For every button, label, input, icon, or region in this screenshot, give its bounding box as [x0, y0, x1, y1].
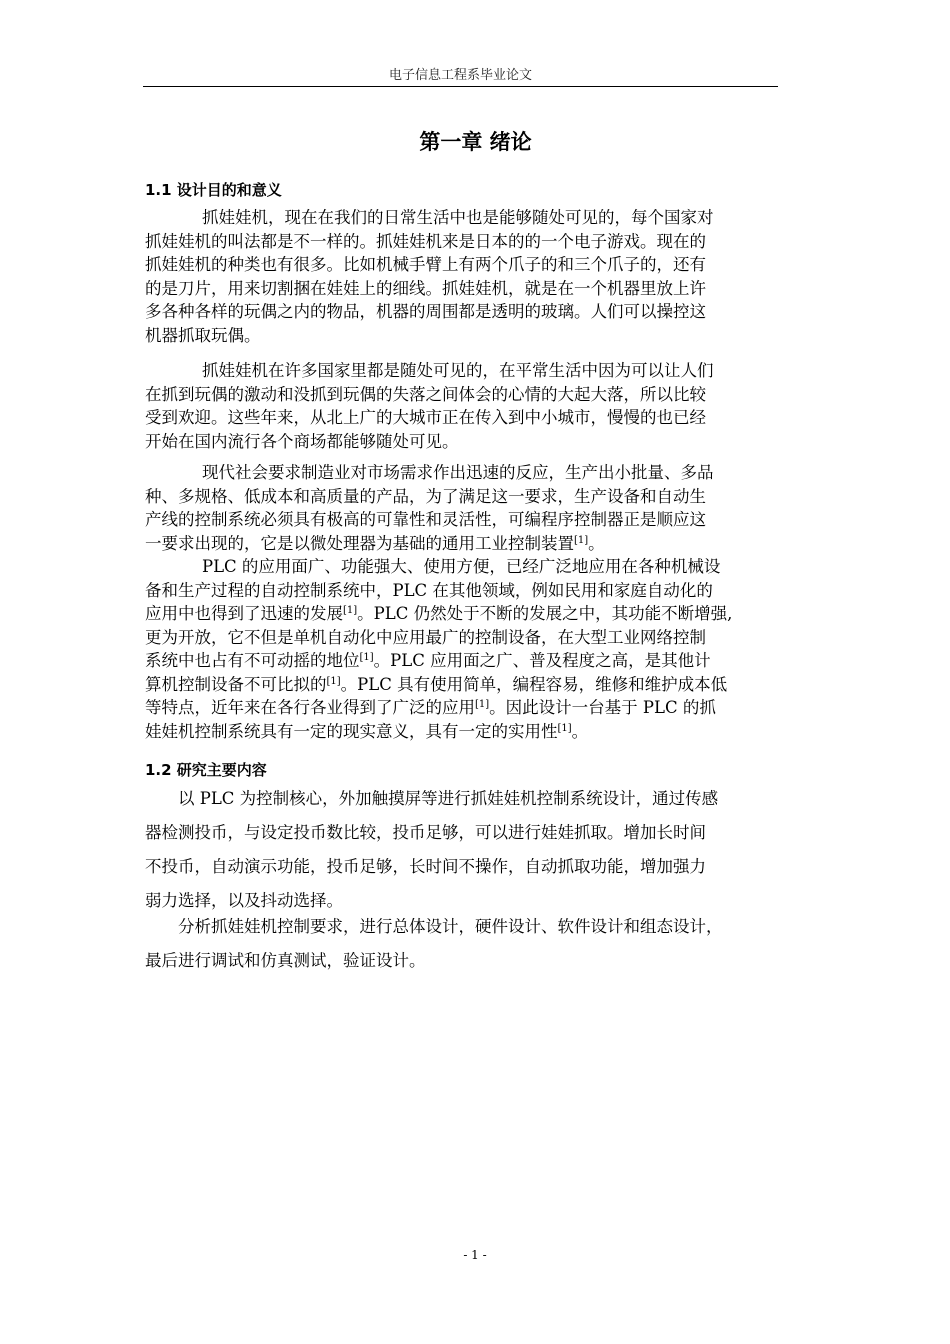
line-text: 等特点，近年来在各行各业得到了广泛的应用	[145, 698, 475, 717]
line-text: 。PLC 应用面之广、普及程度之高，是其他计	[373, 651, 711, 670]
line-text: 。因此设计一台基于 PLC 的抓	[489, 698, 716, 717]
paragraph-line	[145, 720, 813, 744]
header-rule	[143, 86, 778, 87]
paragraph-line: 受到欢迎。这些年来，从北上广的大城市正在传入到中小城市，慢慢的也已经	[145, 408, 706, 427]
line-text: 应用中也得到了迅速的发展	[145, 604, 343, 623]
section-1-1-paragraph-2	[145, 359, 813, 453]
paragraph-line: 分析抓娃娃机控制要求，进行总体设计，硬件设计、软件设计和组态设计，	[178, 917, 723, 936]
line-text: 娃娃机控制系统具有一定的现实意义，具有一定的实用性	[145, 721, 558, 741]
paragraph-line	[145, 673, 813, 697]
paragraph-line: 种、多规格、低成本和高质量的产品，为了满足这一要求，生产设备和自动生	[145, 486, 706, 506]
paragraph-line: 抓娃娃机的种类也有很多。比如机械手臂上有两个爪子的和三个爪子的，还有	[145, 255, 706, 274]
paragraph-line: 抓娃娃机在许多国家里都是随处可见的，在平常生活中因为可以让人们	[202, 361, 714, 380]
paragraph-line: 最后进行调试和仿真测试，验证设计。	[145, 951, 426, 970]
line-text: 系统中也占有不可动摇的地位	[145, 651, 360, 670]
paragraph-line: 在抓到玩偶的激动和没抓到玩偶的失落之间体会的心情的大起大落，所以比较	[145, 384, 706, 404]
line-text: 。PLC 具有使用简单，编程容易，维修和维护成本低	[340, 674, 728, 694]
paragraph-line: 现代社会要求制造业对市场需求作出迅速的反应，生产出小批量、多品	[202, 463, 714, 482]
paragraph-line: 多各种各样的玩偶之内的物品，机器的周围都是透明的玻璃。人们可以操控这	[145, 302, 706, 321]
section-heading-1-1: 1.1 设计目的和意义	[145, 181, 282, 199]
paragraph-line: 一要求出现的，它是以微处理器为基础的通用工业控制装置[1]。	[145, 533, 605, 553]
citation-mark: [1]	[359, 652, 374, 663]
paragraph-line: 开始在国内流行各个商场都能够随处可见。	[145, 431, 459, 451]
paragraph-line: 抓娃娃机的叫法都是不一样的。抓娃娃机来是日本的的一个电子游戏。现在的	[145, 231, 706, 251]
paragraph-line: 机器抓取玩偶。	[145, 325, 261, 345]
line-text: 算机控制设备不可比拟的	[145, 674, 327, 694]
line-text: 。PLC 仍然处于不断的发展之中，其功能不断增强,	[357, 604, 733, 623]
line-text: 。	[571, 721, 589, 741]
line-text: 一要求出现的，它是以微处理器为基础的通用工业控制装置	[145, 533, 574, 553]
section-1-2-paragraph-1	[145, 782, 813, 918]
page-header: 电子信息工程系毕业论文	[388, 68, 532, 83]
section-1-1-paragraph-3	[145, 461, 813, 743]
paragraph-line	[145, 602, 813, 626]
chapter-title: 第一章 绪论	[419, 130, 532, 154]
citation-mark: [1]	[475, 699, 490, 710]
paragraph-line: 不投币，自动演示功能，投币足够，长时间不操作，自动抓取功能，增加强力	[145, 857, 706, 876]
paragraph-line	[145, 696, 813, 720]
paragraph-line: 抓娃娃机，现在在我们的日常生活中也是能够随处可见的，每个国家对	[202, 208, 714, 227]
citation-mark: [1]	[343, 605, 358, 616]
paragraph-line	[145, 649, 813, 673]
page-number: - 1 -	[463, 1248, 487, 1262]
section-1-2-paragraph-2	[145, 910, 813, 978]
paragraph-line: PLC 的应用面广、功能强大、使用方便，已经广泛地应用在各种机械设	[202, 557, 721, 576]
citation-mark: [1]	[557, 722, 572, 734]
paragraph-line: 备和生产过程的自动控制系统中，PLC 在其他领域，例如民用和家庭自动化的	[145, 580, 713, 600]
paragraph-line: 以 PLC 为控制核心，外加触摸屏等进行抓娃娃机控制系统设计，通过传感	[178, 789, 719, 808]
citation-mark: [1]	[574, 534, 589, 546]
paragraph-line: 器检测投币，与设定投币数比较，投币足够，可以进行娃娃抓取。增加长时间	[145, 823, 706, 842]
section-heading-1-2: 1.2 研究主要内容	[145, 761, 267, 779]
citation-mark: [1]	[326, 675, 341, 687]
paragraph-line: 产线的控制系统必须具有极高的可靠性和灵活性，可编程序控制器正是顺应这	[145, 510, 706, 529]
paragraph-line: 更为开放，它不但是单机自动化中应用最广的控制设备，在大型工业网络控制	[145, 627, 706, 647]
paragraph-line: 的是刀片，用来切割捆在娃娃上的细线。抓娃娃机，就是在一个机器里放上许	[145, 278, 706, 298]
section-1-1-paragraph-1	[145, 206, 813, 347]
paragraph-line: 弱力选择，以及抖动选择。	[145, 891, 343, 910]
